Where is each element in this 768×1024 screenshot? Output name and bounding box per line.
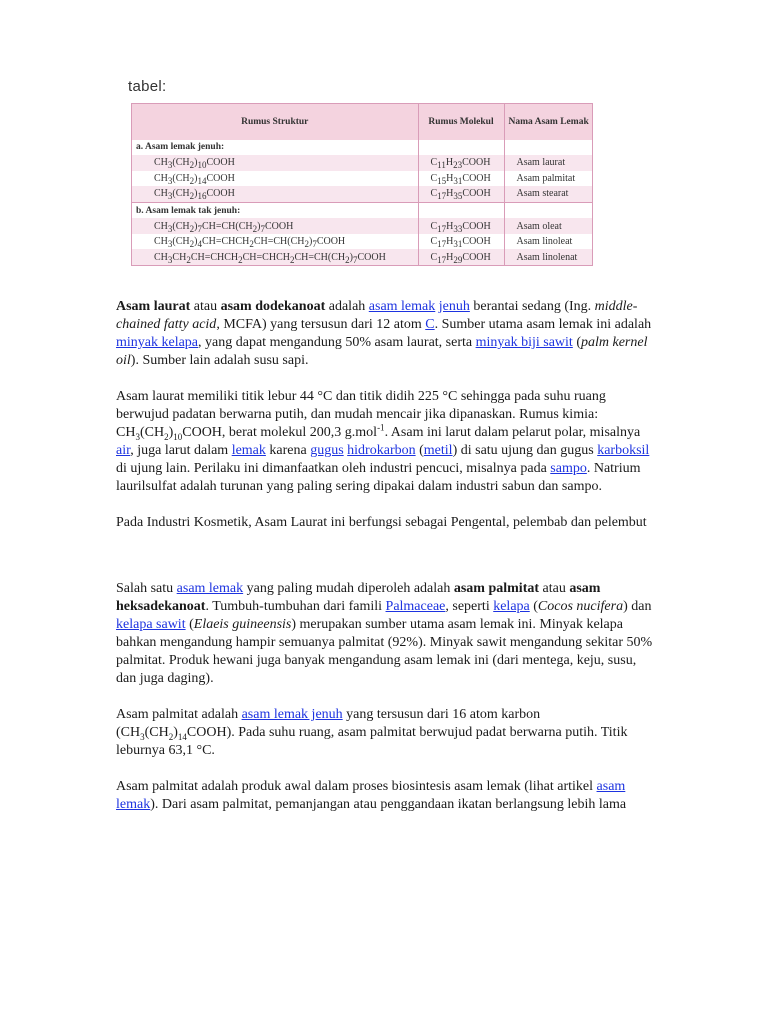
cell-name: Asam linoleat [504, 234, 592, 250]
table-row [132, 186, 592, 202]
table-group-row [132, 202, 592, 218]
table-row [132, 249, 592, 265]
paragraph-laurat-intro: Asam laurat atau asam dodekanoat adalah asam lemak jenuh berantai sedang (Ing. middle-chained fatty acid, MCFA) yang tersusun dari 12 atom C. Sumber utama asam lemak ini adalah minyak kelapa, yang dapat mengandung 50% asam laurat, serta minyak biji sawit (palm kernel oil). Sumber lain adalah susu sapi. [116, 299, 652, 368]
cell-structure: $CH_3(CH_2)_{16}COOH$ [132, 186, 418, 202]
link-karboksil[interactable]: karboksil [597, 443, 650, 458]
paragraph-cosmetics: Pada Industri Kosmetik, Asam Laurat ini berfungsi sebagai Pengental, pelembab dan pelembut [116, 515, 647, 530]
link-minyak-kelapa[interactable]: minyak kelapa [116, 335, 199, 350]
cell-name: Asam stearat [504, 186, 592, 202]
link-asam-lemak-jenuh[interactable]: asam lemak jenuh [241, 707, 343, 722]
cell-formula: $C_{11}H_{23}COOH$ [418, 155, 504, 171]
cell-name: Asam oleat [504, 218, 592, 234]
header-formula: Rumus Molekul [418, 104, 504, 140]
document-body [116, 298, 656, 814]
paragraph-palmitat-structure: Asam palmitat adalah asam lemak jenuh yang tersusun dari 16 atom karbon $(CH_3(CH_2)_{14}COOH)$. Pada suhu ruang, asam palmitat berwujud padat berwarna putih. Titik leburnya 63,1 °C. [116, 707, 628, 758]
link-asam-lemak[interactable]: asam lemak [176, 581, 244, 596]
table-group-row [132, 140, 592, 156]
cell-structure: $CH_3(CH_2)_7CH=CH(CH_2)_7COOH$ [132, 218, 418, 234]
cell-formula: $C_{17}H_{35}COOH$ [418, 186, 504, 202]
paragraph-palmitat-biosynthesis: Asam palmitat adalah produk awal dalam proses biosintesis asam lemak (lihat artikel asam lemak). Dari asam palmitat, pemanjangan atau penggandaan ikatan berlangsung lebih lama [116, 779, 627, 812]
table-row [132, 218, 592, 234]
cell-structure: $CH_3(CH_2)_{14}COOH$ [154, 172, 235, 186]
cell-formula: $C_{17}H_{31}COOH$ [418, 234, 504, 250]
table-caption: tabel: [128, 78, 167, 95]
link-asam-lemak[interactable]: asam lemak [368, 299, 436, 314]
header-structure: Rumus Struktur [132, 104, 418, 140]
table-row [132, 171, 592, 187]
cell-formula: $C_{17}H_{33}COOH$ [418, 218, 504, 234]
cell-structure: $CH_3(CH_2)_4CH=CHCH_2CH=CH(CH_2)_7COOH$ [154, 236, 346, 250]
link-kelapa[interactable]: kelapa [493, 599, 530, 614]
cell-structure: $CH_3CH_2CH=CHCH_2CH=CHCH_2CH=CH(CH_2)_7COOH$ [132, 249, 418, 265]
link-hidrokarbon[interactable]: hidrokarbon [347, 443, 416, 458]
cell-name: Asam linolenat [504, 249, 592, 265]
cell-formula: $C_{15}H_{31}COOH$ [418, 171, 504, 187]
cell-name: Asam laurat [504, 155, 592, 171]
fatty-acid-table [131, 103, 593, 266]
table-header-row [132, 104, 592, 140]
link-asam-lemak[interactable]: asam lemak [116, 779, 626, 812]
link-c[interactable]: C [425, 317, 435, 332]
group-label: a. Asam lemak jenuh: [136, 142, 225, 153]
cell-structure: $CH_3(CH_2)_{10}COOH$ [132, 155, 418, 171]
link-palmaceae[interactable]: Palmaceae [385, 599, 446, 614]
group-label: b. Asam lemak tak jenuh: [132, 202, 418, 218]
paragraph-laurat-properties: Asam laurat memiliki titik lebur 44 °C dan titik didih 225 °C sehingga pada suhu ruang berwujud padatan berwarna putih, dan mudah mencair jika dipanaskan. Rumus kimia: $CH_3(CH_2)_{10}COOH$, berat molekul 200,3 g.mol$^{-1}$. Asam ini larut dalam pelarut polar, misalnya air, juga larut dalam lemak karena gugus hidrokarbon (metil) di satu ujung dan gugus karboksil di ujung lain. Perilaku ini dimanfaatkan oleh industri pencuci, misalnya pada sampo. Natrium laurilsulfat adalah turunan yang paling sering dipakai dalam industri sabun dan sampo. [116, 389, 650, 494]
link-metil[interactable]: metil [423, 443, 453, 458]
paragraph-palmitat-intro: Salah satu asam lemak yang paling mudah diperoleh adalah asam palmitat atau asam heksadekanoat. Tumbuh-tumbuhan dari famili Palmaceae, seperti kelapa (Cocos nucifera) dan kelapa sawit (Elaeis guineensis) merupakan sumber utama asam lemak ini. Minyak kelapa bahkan mengandung hampir semuanya palmitat (92%). Minyak sawit mengandung sekitar 50% palmitat. Produk hewani juga banyak mengandung asam lemak ini (dari mentega, keju, susu, dan juga daging). [116, 581, 653, 686]
link-kelapa-sawit[interactable]: kelapa sawit [116, 617, 186, 632]
link-lemak[interactable]: lemak [231, 443, 266, 458]
table-row [132, 155, 592, 171]
link-jenuh[interactable]: jenuh [438, 299, 470, 314]
link-minyak-biji-sawit[interactable]: minyak biji sawit [475, 335, 573, 350]
link-sampo[interactable]: sampo [550, 461, 587, 476]
table-row [132, 234, 592, 250]
header-name: Nama Asam Lemak [504, 104, 592, 140]
link-gugus[interactable]: gugus [310, 443, 344, 458]
cell-name: Asam palmitat [504, 171, 592, 187]
cell-formula: $C_{17}H_{29}COOH$ [418, 249, 504, 265]
link-air[interactable]: air [116, 443, 131, 458]
